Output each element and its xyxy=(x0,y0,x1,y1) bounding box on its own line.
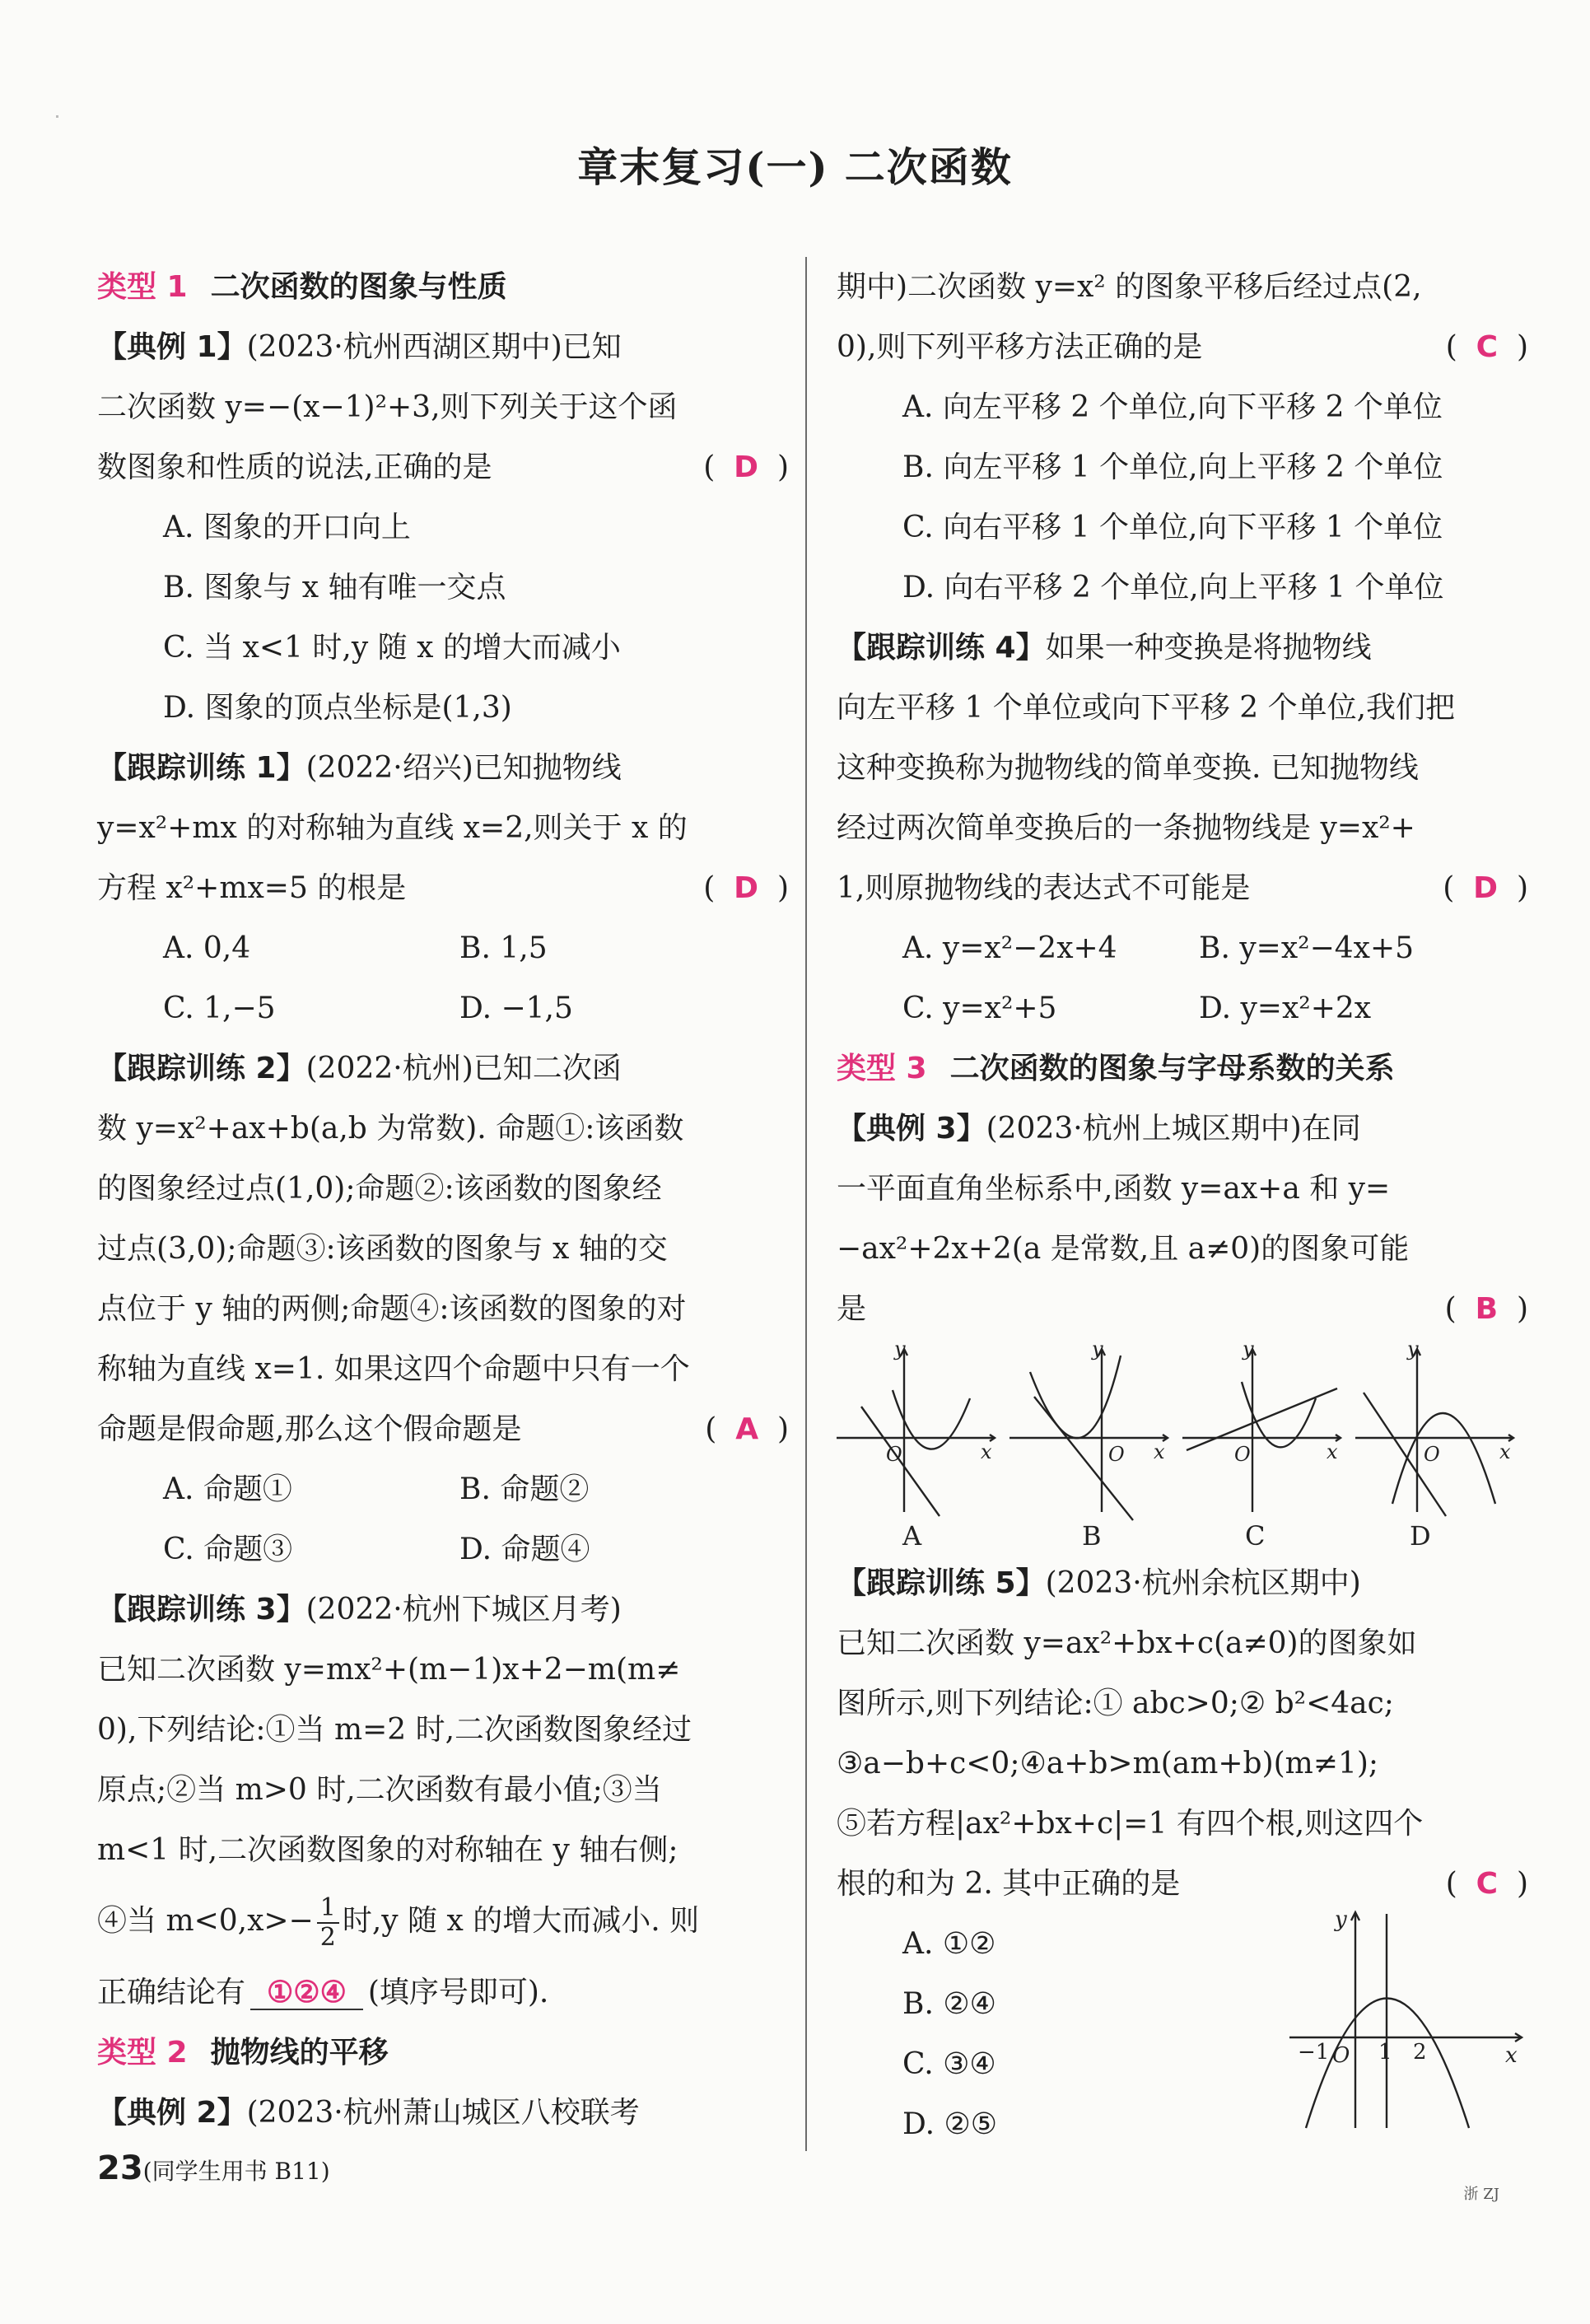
text-line: 过点(3,0);命题③:该函数的图象与 x 轴的交 xyxy=(97,1232,668,1266)
answer-bracket: ( D ) xyxy=(703,871,789,905)
text-line: (2022·杭州下城区月考) xyxy=(305,1593,622,1626)
text-line: m<1 时,二次函数图象的对称轴在 y 轴右侧; xyxy=(97,1833,678,1867)
figure-a xyxy=(837,1349,995,1516)
answer-letter: D xyxy=(1473,871,1499,905)
text-line: −ax²+2x+2(a 是常数,且 a≠0)的图象可能 xyxy=(837,1232,1410,1266)
text-line: 如果一种变换是将抛物线 xyxy=(1045,631,1372,665)
option: B. ②④ xyxy=(902,1987,996,2021)
training-2 xyxy=(97,1038,789,1099)
option: B. y=x²−4x+5 xyxy=(1199,931,1415,965)
text-line-with-answer xyxy=(97,1399,789,1459)
text-line-with-answer xyxy=(97,858,789,918)
answer-letter: C xyxy=(1476,1867,1499,1901)
origin-label: O xyxy=(1424,1443,1440,1466)
example-2 xyxy=(97,2083,789,2143)
answer-letter: B xyxy=(1475,1292,1499,1326)
text-line: 1,则原抛物线的表达式不可能是 xyxy=(837,871,1251,905)
option: D. −1,5 xyxy=(459,992,573,1025)
text-line: 已知二次函数 y=ax²+bx+c(a≠0)的图象如 xyxy=(837,1626,1417,1660)
answer-letter: A xyxy=(735,1412,759,1446)
origin-label: O xyxy=(1108,1443,1125,1466)
text-line: ③a−b+c<0;④a+b>m(am+b)(m≠1); xyxy=(837,1747,1379,1780)
text-line: ④当 m<0,x>− xyxy=(97,1904,314,1938)
type-1-heading xyxy=(97,257,789,317)
text-line: 数图象和性质的说法,正确的是 xyxy=(97,450,492,484)
answer-bracket: ( B ) xyxy=(1444,1292,1528,1326)
training-5 xyxy=(837,1553,1528,1613)
option: A. y=x²−2x+4 xyxy=(902,931,1117,965)
option-row xyxy=(837,918,1528,978)
text-line: 根的和为 2. 其中正确的是 xyxy=(837,1867,1181,1901)
answer-bracket: ( D ) xyxy=(703,450,789,484)
text-line: 是 xyxy=(837,1292,867,1326)
figure-label: C xyxy=(1245,1520,1266,1552)
fraction-denominator: 2 xyxy=(319,1923,336,1952)
type-2-heading xyxy=(97,2023,789,2083)
axis-y-label: y xyxy=(894,1339,906,1360)
corner-mark: 浙 ZJ xyxy=(1463,2186,1499,2203)
type-2-number: 类型 2 xyxy=(97,2036,188,2070)
text-line: 一平面直角坐标系中,函数 y=ax+a 和 y= xyxy=(837,1172,1391,1206)
training-2-tag: 【跟踪训练 2】 xyxy=(97,1052,306,1085)
text-line: (2023·杭州余杭区期中) xyxy=(1045,1566,1361,1600)
answer-letter: D xyxy=(734,871,759,905)
figure-b xyxy=(1009,1349,1168,1520)
text-line: 图所示,则下列结论:① abc>0;② b²<4ac; xyxy=(837,1687,1394,1720)
text-line-with-answer xyxy=(837,858,1528,918)
parabola-graph xyxy=(1281,1906,1528,2136)
text-line: 已知二次函数 y=mx²+(m−1)x+2−m(m≠ xyxy=(97,1653,681,1687)
option: B. 1,5 xyxy=(459,931,548,965)
text-line: 这种变换称为抛物线的简单变换. 已知抛物线 xyxy=(837,751,1419,785)
axis-x-label: x xyxy=(981,1440,992,1463)
option: A. 0,4 xyxy=(163,931,251,965)
fraction xyxy=(317,1894,339,1952)
option: A. 命题① xyxy=(163,1472,292,1506)
figure-label: A xyxy=(902,1520,922,1552)
option: A. 图象的开口向上 xyxy=(163,511,411,544)
text-line-with-answer xyxy=(837,317,1528,377)
training-5-options xyxy=(837,1907,1528,2154)
text-line: (2022·绍兴)已知抛物线 xyxy=(305,751,622,785)
fraction-numerator: 1 xyxy=(317,1894,339,1924)
text-line-with-answer xyxy=(97,437,789,497)
column-divider xyxy=(805,257,807,2151)
training-1 xyxy=(97,738,789,798)
option-row xyxy=(837,978,1528,1038)
example-1-tag: 【典例 1】 xyxy=(97,330,247,364)
text-line: (2023·杭州萧山城区八校联考 xyxy=(246,2096,640,2130)
answer-bracket: ( D ) xyxy=(1443,871,1528,905)
text-line: ⑤若方程|ax²+bx+c|=1 有四个根,则这四个 xyxy=(837,1807,1424,1841)
figure-d xyxy=(1355,1349,1513,1516)
text-line: 的图象经过点(1,0);命题②:该函数的图象经 xyxy=(97,1172,662,1206)
answer-letter: D xyxy=(734,450,759,484)
type-2-label: 抛物线的平移 xyxy=(210,2036,389,2070)
type-3-label: 二次函数的图象与字母系数的关系 xyxy=(949,1052,1395,1085)
axis-x-label: x xyxy=(1499,1440,1511,1463)
text-line-with-fraction xyxy=(97,1880,789,1962)
text-line: y=x²+mx 的对称轴为直线 x=2,则关于 x 的 xyxy=(97,811,688,845)
origin-label: O xyxy=(1234,1443,1251,1466)
fill-in-line xyxy=(97,1962,789,2023)
option: D. 图象的顶点坐标是(1,3) xyxy=(163,691,512,725)
axis-y-label: y xyxy=(1407,1339,1419,1360)
text-line: 命题是假命题,那么这个假命题是 xyxy=(97,1412,522,1446)
example-3 xyxy=(837,1099,1528,1159)
text-line: 原点;②当 m>0 时,二次函数有最小值;③当 xyxy=(97,1773,662,1807)
option: C. 命题③ xyxy=(163,1533,293,1566)
axis-y-label: y xyxy=(1335,1907,1347,1932)
text-line: (2023·杭州上城区期中)在同 xyxy=(986,1112,1361,1146)
type-3-number: 类型 3 xyxy=(837,1052,927,1085)
scan-dot xyxy=(56,115,58,118)
example-3-figures xyxy=(837,1339,1528,1553)
option-row xyxy=(97,978,789,1038)
axis-x-label: x xyxy=(1327,1440,1338,1463)
training-4 xyxy=(837,618,1528,678)
text-line: 二次函数 y=−(x−1)²+3,则下列关于这个函 xyxy=(97,390,678,424)
training-4-tag: 【跟踪训练 4】 xyxy=(837,631,1046,665)
page-number xyxy=(97,2149,330,2187)
answer-bracket: ( C ) xyxy=(1445,330,1528,364)
text-line: 经过两次简单变换后的一条抛物线是 y=x²+ xyxy=(837,811,1415,845)
option-row xyxy=(97,1459,789,1519)
option: D. 向右平移 2 个单位,向上平移 1 个单位 xyxy=(902,571,1444,604)
text-line: 点位于 y 轴的两侧;命题④:该函数的图象的对 xyxy=(97,1292,687,1326)
fill-in-answer: ①②④ xyxy=(250,1976,363,2010)
text-line: 期中)二次函数 y=x² 的图象平移后经过点(2, xyxy=(837,270,1422,304)
option: C. 向右平移 1 个单位,向下平移 1 个单位 xyxy=(902,511,1443,544)
tick-label: 1 xyxy=(1378,2040,1392,2065)
text-line: 方程 x²+mx=5 的根是 xyxy=(97,871,407,905)
type-1-label: 二次函数的图象与性质 xyxy=(210,270,507,304)
option: A. 向左平移 2 个单位,向下平移 2 个单位 xyxy=(902,390,1443,424)
example-2-tag: 【典例 2】 xyxy=(97,2096,247,2130)
text-line: 0),下列结论:①当 m=2 时,二次函数图象经过 xyxy=(97,1713,692,1747)
option-row xyxy=(97,918,789,978)
option: D. y=x²+2x xyxy=(1199,992,1372,1025)
text-line: 称轴为直线 x=1. 如果这四个命题中只有一个 xyxy=(97,1352,690,1386)
type-3-heading xyxy=(837,1038,1528,1099)
left-column xyxy=(97,257,789,2143)
axis-x-label: x xyxy=(1505,2043,1518,2068)
origin-label: O xyxy=(886,1443,902,1466)
option: A. ①② xyxy=(902,1927,996,1961)
answer-bracket: ( A ) xyxy=(705,1412,789,1446)
text-line: 向左平移 1 个单位或向下平移 2 个单位,我们把 xyxy=(837,691,1456,725)
option: C. y=x²+5 xyxy=(902,992,1057,1025)
text-line: 数 y=x²+ax+b(a,b 为常数). 命题①:该函数 xyxy=(97,1112,684,1146)
text-line: 正确结论有 xyxy=(97,1976,246,2009)
answer-bracket: ( C ) xyxy=(1445,1867,1528,1901)
right-column xyxy=(837,257,1528,2154)
page-title: 章末复习(一) 二次函数 xyxy=(577,143,1013,191)
training-3-tag: 【跟踪训练 3】 xyxy=(97,1593,306,1626)
origin-label: O xyxy=(1332,2043,1350,2068)
figure-label: D xyxy=(1410,1520,1431,1552)
figure-label: B xyxy=(1082,1520,1102,1552)
answer-letter: C xyxy=(1476,330,1499,364)
training-1-tag: 【跟踪训练 1】 xyxy=(97,751,306,785)
axis-x-label: x xyxy=(1154,1440,1165,1463)
example-1-source: (2023·杭州西湖区期中)已知 xyxy=(246,330,622,364)
example-1 xyxy=(97,317,789,377)
axis-y-label: y xyxy=(1092,1339,1103,1360)
option: D. 命题④ xyxy=(459,1533,590,1566)
type-1-number: 类型 1 xyxy=(97,270,188,304)
text-line: (填序号即可). xyxy=(367,1976,549,2009)
training-3 xyxy=(97,1580,789,1640)
tick-label: 2 xyxy=(1413,2040,1427,2065)
option: C. ③④ xyxy=(902,2047,996,2081)
page-reference: (同学生用书 B11) xyxy=(142,2158,330,2185)
text-line: (2022·杭州)已知二次函 xyxy=(305,1052,622,1085)
option: B. 图象与 x 轴有唯一交点 xyxy=(163,571,506,604)
tick-label: −1 xyxy=(1298,2040,1330,2065)
option: C. 当 x<1 时,y 随 x 的增大而减小 xyxy=(163,631,621,665)
axis-y-label: y xyxy=(1243,1339,1254,1360)
four-graph-options xyxy=(837,1339,1528,1553)
option: B. 命题② xyxy=(459,1472,590,1506)
option: C. 1,−5 xyxy=(163,992,276,1025)
text-line: 时,y 随 x 的增大而减小. 则 xyxy=(342,1904,700,1938)
page-number-value: 23 xyxy=(97,2149,143,2187)
example-3-tag: 【典例 3】 xyxy=(837,1112,986,1146)
text-line-with-answer xyxy=(837,1279,1528,1339)
option: B. 向左平移 1 个单位,向上平移 2 个单位 xyxy=(902,450,1443,484)
training-5-tag: 【跟踪训练 5】 xyxy=(837,1566,1046,1600)
text-line: 0),则下列平移方法正确的是 xyxy=(837,330,1203,364)
figure-c xyxy=(1182,1349,1341,1512)
option-row xyxy=(97,1519,789,1580)
option: D. ②⑤ xyxy=(902,2107,998,2141)
